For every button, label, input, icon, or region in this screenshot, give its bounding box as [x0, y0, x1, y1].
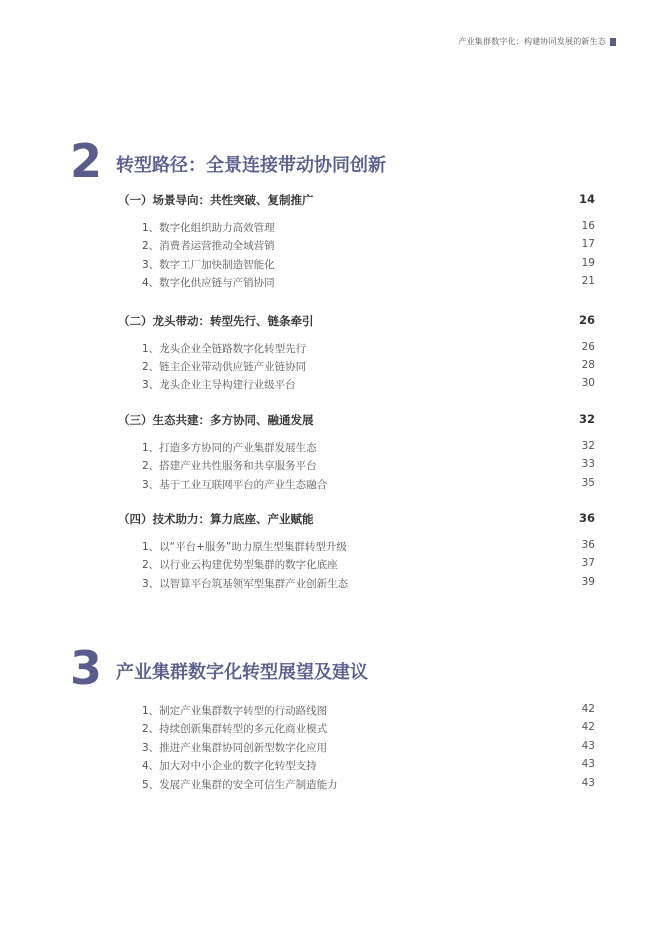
- toc-section-page: 26: [578, 313, 595, 327]
- toc-section-entry[interactable]: [118, 511, 595, 527]
- toc-item[interactable]: [142, 740, 595, 755]
- toc-item-label: 2、以行业云构建优势型集群的数字化底座: [142, 559, 338, 571]
- chapter-title: 产业集群数字化转型展望及建议: [116, 662, 368, 683]
- running-header: [458, 36, 616, 47]
- toc-item-label: 4、数字化供应链与产销协同: [142, 277, 275, 289]
- toc-section-entry[interactable]: [118, 313, 595, 329]
- chapter-2-heading[interactable]: [70, 134, 386, 188]
- toc-item-label: 1、打造多方协同的产业集群发展生态: [142, 442, 317, 454]
- toc-item[interactable]: [142, 220, 595, 235]
- toc-item-label: 5、发展产业集群的安全可信生产制造能力: [142, 779, 338, 791]
- toc-item-page: 43: [581, 777, 595, 789]
- toc-item-page: 35: [581, 477, 595, 489]
- toc-section-label: （四）技术助力：算力底座、产业赋能: [118, 512, 314, 526]
- toc-item-page: 21: [581, 275, 595, 287]
- toc-item-page: 39: [581, 576, 595, 588]
- toc-item[interactable]: [142, 758, 595, 773]
- toc-item-page: 26: [581, 341, 595, 353]
- toc-item-label: 3、以智算平台筑基领军型集群产业创新生态: [142, 578, 349, 590]
- toc-item-label: 1、龙头企业全链路数字化转型先行: [142, 343, 307, 355]
- toc-section-label: （一）场景导向：共性突破、复制推广: [118, 193, 314, 207]
- toc-item-label: 3、龙头企业主导构建行业级平台: [142, 379, 296, 391]
- toc-item[interactable]: [142, 275, 595, 290]
- chapter-number: 3: [70, 641, 103, 695]
- toc-item[interactable]: [142, 440, 595, 455]
- toc-section-label: （二）龙头带动：转型先行、链条牵引: [118, 314, 314, 328]
- toc-item-label: 2、搭建产业共性服务和共享服务平台: [142, 460, 317, 472]
- toc-item-label: 2、持续创新集群转型的多元化商业模式: [142, 723, 328, 735]
- toc-item-page: 37: [581, 557, 595, 569]
- toc-section-page: 14: [578, 192, 595, 206]
- toc-item-page: 36: [581, 539, 595, 551]
- toc-item-page: 30: [581, 377, 595, 389]
- toc-item[interactable]: [142, 703, 595, 718]
- toc-item[interactable]: [142, 576, 595, 591]
- toc-item[interactable]: [142, 777, 595, 792]
- toc-item-label: 4、加大对中小企业的数字化转型支持: [142, 760, 317, 772]
- toc-item[interactable]: [142, 477, 595, 492]
- toc-item-page: 28: [581, 359, 595, 371]
- toc-item-page: 43: [581, 740, 595, 752]
- toc-item-page: 42: [581, 703, 595, 715]
- toc-item[interactable]: [142, 359, 595, 374]
- toc-item-page: 32: [581, 440, 595, 452]
- toc-section-page: 36: [578, 511, 595, 525]
- toc-item-page: 33: [581, 458, 595, 470]
- toc-section-entry[interactable]: [118, 192, 595, 208]
- toc-item-page: 42: [581, 721, 595, 733]
- toc-item-label: 3、推进产业集群协同创新型数字化应用: [142, 742, 328, 754]
- toc-item[interactable]: [142, 341, 595, 356]
- toc-item-label: 3、基于工业互联网平台的产业生态融合: [142, 479, 328, 491]
- toc-item[interactable]: [142, 539, 595, 554]
- toc-item[interactable]: [142, 721, 595, 736]
- chapter-number: 2: [70, 134, 103, 188]
- toc-item-label: 2、消费者运营推动全域营销: [142, 240, 275, 252]
- toc-item-label: 2、链主企业带动供应链产业链协同: [142, 361, 307, 373]
- toc-item[interactable]: [142, 257, 595, 272]
- toc-item-page: 17: [581, 238, 595, 250]
- toc-item[interactable]: [142, 458, 595, 473]
- toc-item-label: 3、数字工厂加快制造智能化: [142, 259, 275, 271]
- toc-item[interactable]: [142, 557, 595, 572]
- toc-item[interactable]: [142, 238, 595, 253]
- toc-section-label: （三）生态共建：多方协同、融通发展: [118, 413, 314, 427]
- chapter-3-heading[interactable]: [70, 641, 368, 695]
- running-header-text: 产业集群数字化：构建协同发展的新生态: [458, 37, 606, 46]
- toc-section-page: 32: [578, 412, 595, 426]
- toc-section-entry[interactable]: [118, 412, 595, 428]
- chapter-title: 转型路径：全景连接带动协同创新: [116, 155, 386, 176]
- toc-item-label: 1、制定产业集群数字转型的行动路线图: [142, 705, 328, 717]
- toc-item-page: 19: [581, 257, 595, 269]
- toc-item-label: 1、数字化组织助力高效管理: [142, 222, 275, 234]
- toc-item-page: 43: [581, 758, 595, 770]
- toc-item-page: 16: [581, 220, 595, 232]
- toc-item[interactable]: [142, 377, 595, 392]
- header-marker-square: [610, 38, 616, 46]
- toc-item-label: 1、以“平台+服务”助力原生型集群转型升级: [142, 541, 347, 553]
